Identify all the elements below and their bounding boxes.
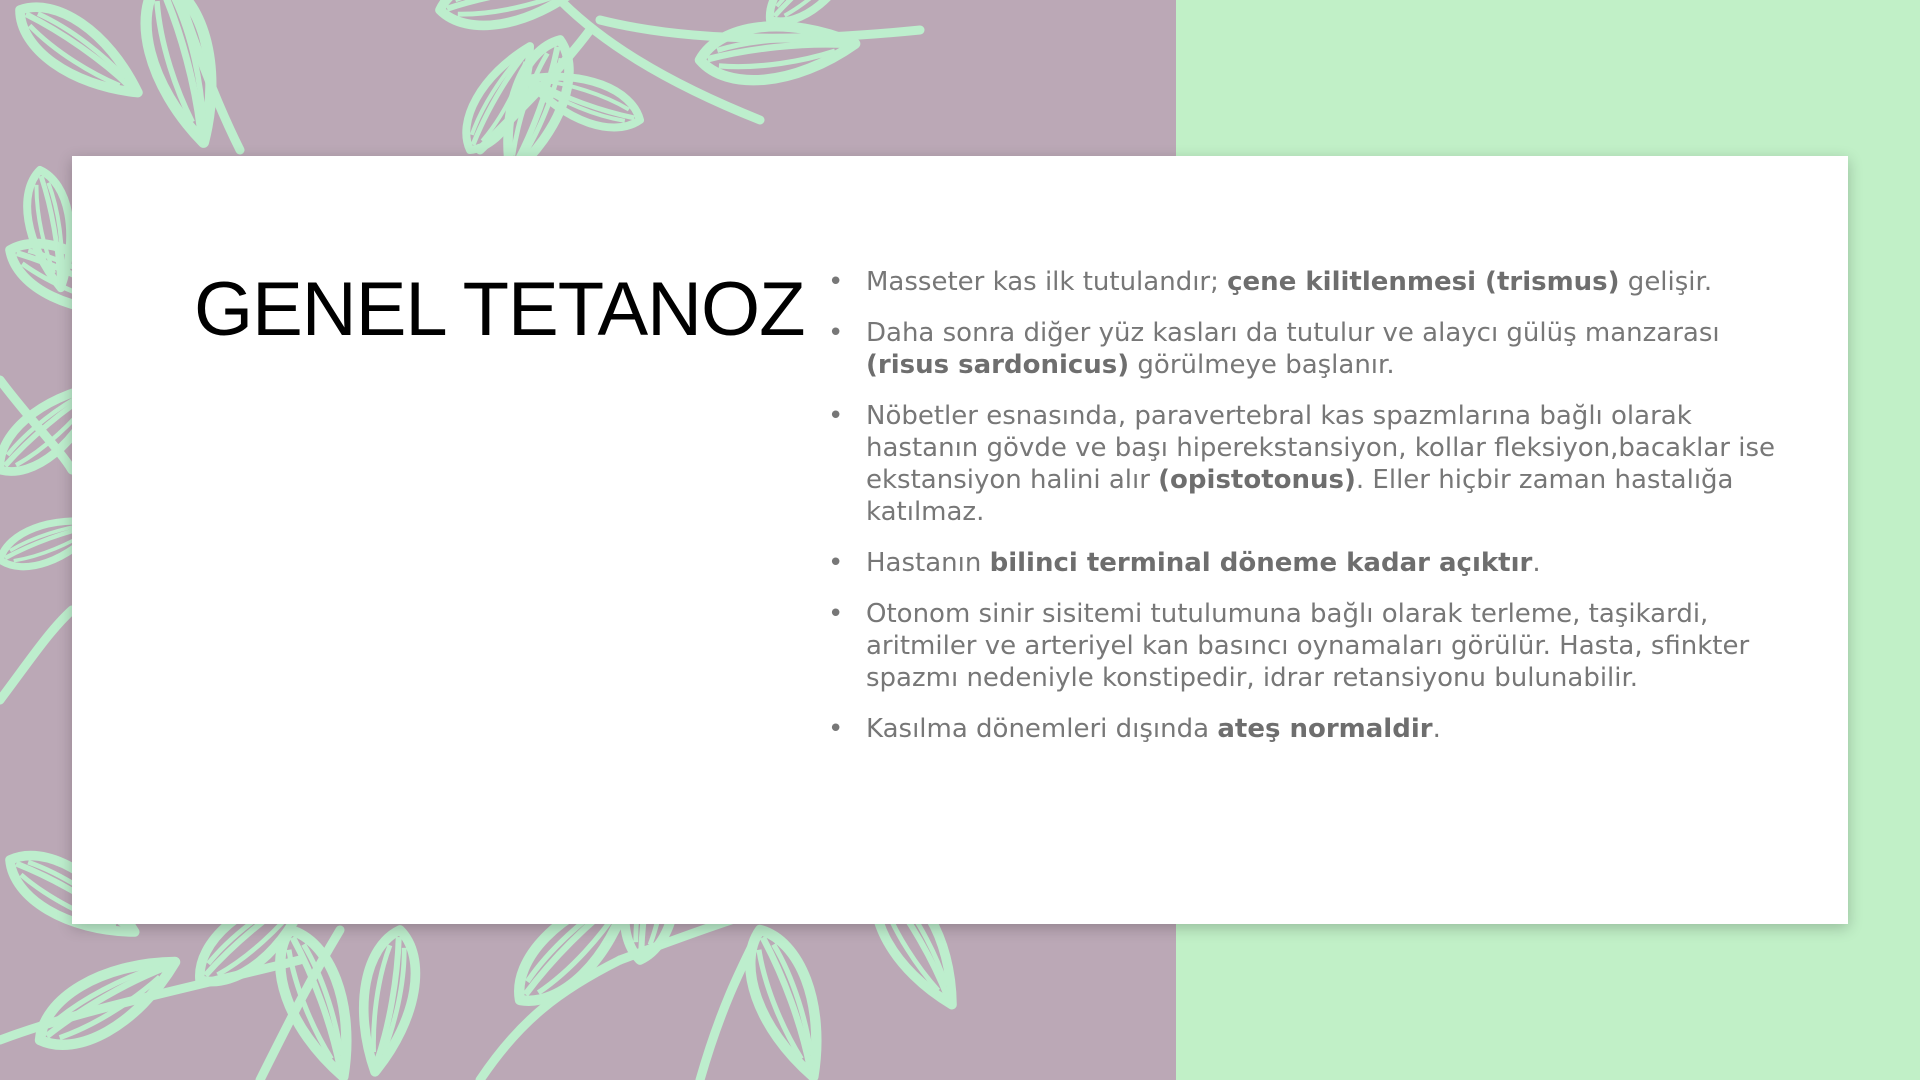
bullet-text: Kasılma dönemleri dışında [866,714,1218,744]
bullet-text: . [1532,548,1541,578]
slide-title: GENEL TETANOZ [194,267,805,352]
bullet-dot-icon: • [828,548,844,578]
bullet-emphasis-text: ateş normaldir [1217,714,1433,744]
bullet-dot-icon: • [828,267,844,297]
bullet-text: gelişir. [1619,267,1713,297]
bullet-text: . [1432,714,1441,744]
bullet-emphasis-text: (risus sardonicus) [866,350,1130,380]
bullet-text: Otonom sinir sisitemi tutulumuna bağlı olarak terleme, taşikardi, aritmiler ve arteriyel kan basıncı oynamaları görülür. Hasta, sfinkter spazmı nedeniyle konstipedir, idrar retansiyonu bulunabilir. [866,599,1750,693]
bullet-emphasis-text: (opistotonus) [1158,465,1356,495]
bullet-text: Masseter kas ilk tutulandır; [866,267,1228,297]
bullet-dot-icon: • [828,714,844,744]
bullet-emphasis-text: çene kilitlenmesi (trismus) [1227,267,1620,297]
bullet-dot-icon: • [828,318,844,348]
bullet-text: Nöbetler esnasında, paravertebral kas spazmlarına bağlı olarak hastanın gövde ve başı hiperekstansiyon, kollar fleksiyon,bacaklar ise ekstansiyon halini alır [866,401,1776,495]
bullet-item [828,400,1778,528]
bullet-item [828,547,1778,579]
content-card [72,156,1848,924]
bullet-item [828,598,1778,694]
bullet-text: . Eller hiçbir zaman hastalığa katılmaz. [866,465,1734,527]
bullet-dot-icon: • [828,401,844,431]
bullet-text: Daha sonra diğer yüz kasları da tutulur ve alaycı gülüş manzarası [866,318,1720,348]
bullet-text: Hastanın [866,548,990,578]
bullet-item [828,713,1778,745]
bullet-emphasis-text: bilinci terminal döneme kadar açıktır [989,548,1533,578]
bullet-text: görülmeye başlanır. [1129,350,1395,380]
bullet-dot-icon: • [828,599,844,629]
bullet-list [828,266,1778,764]
bullet-item [828,266,1778,298]
bullet-item [828,317,1778,381]
